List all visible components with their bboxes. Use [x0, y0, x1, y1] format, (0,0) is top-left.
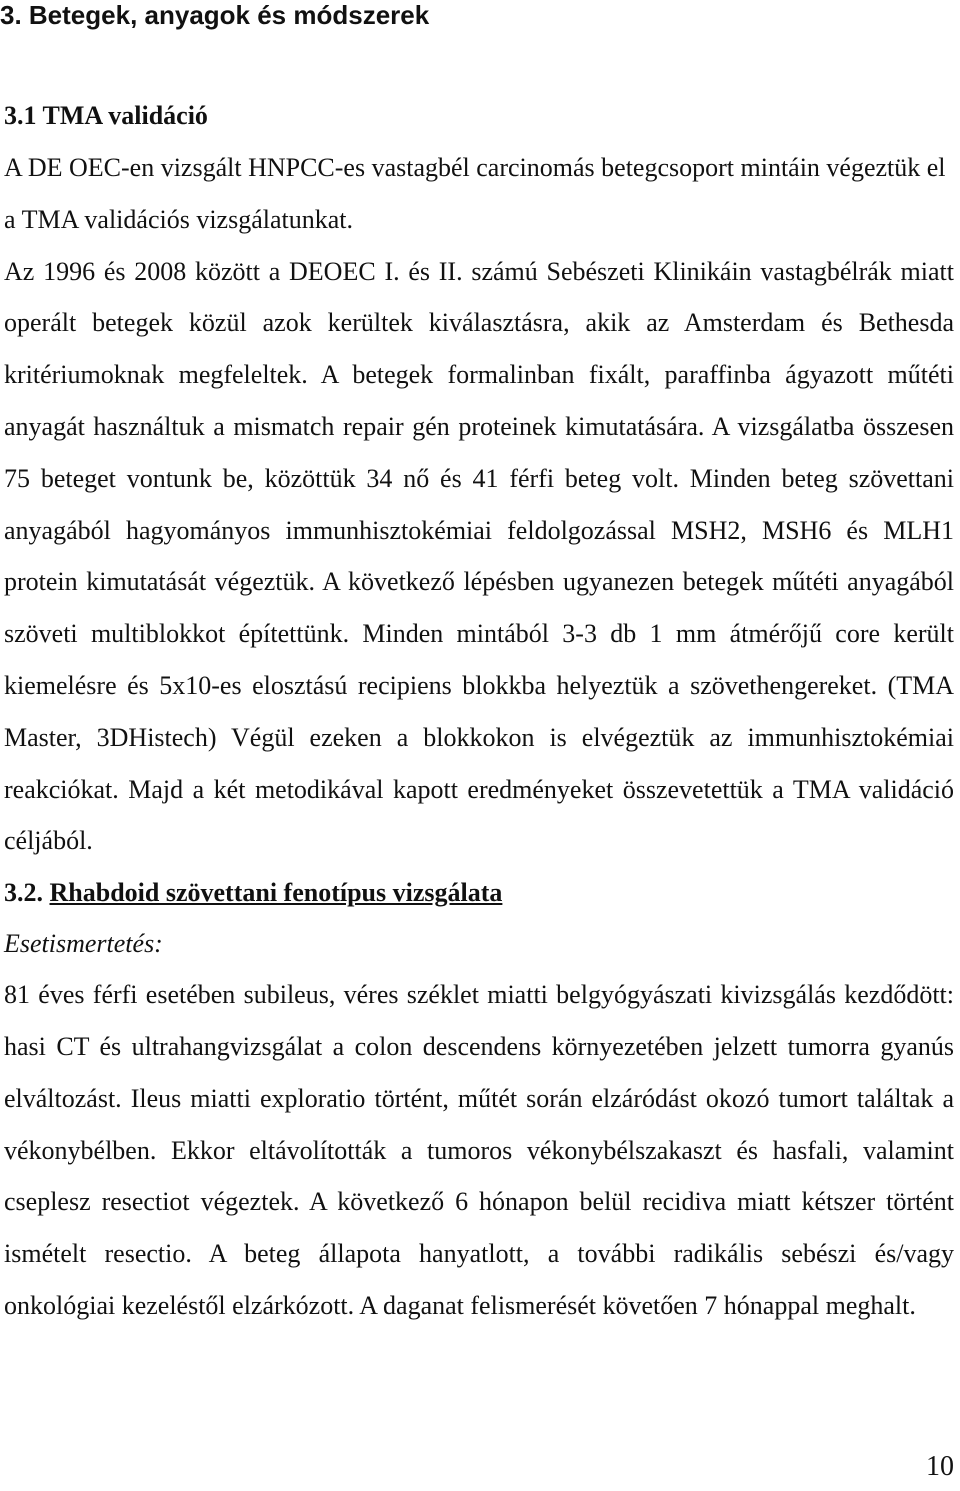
- section-title: Rhabdoid szövettani fenotípus vizsgálata: [49, 878, 503, 908]
- section-number: 3.1: [4, 101, 37, 130]
- page-content: [4, 90, 954, 1332]
- case-report-label: Esetismertetés:: [4, 929, 163, 959]
- section-heading-3-2: [4, 867, 954, 919]
- section-heading-3-1: [4, 90, 954, 142]
- section-title: TMA validáció: [42, 101, 208, 130]
- page-number: 10: [926, 1451, 954, 1482]
- methods-paragraph: Az 1996 és 2008 között a DEOEC I. és II. számú Sebészeti Klinikáin vastagbélrák miatt operált betegek közül azok kerültek kiválasztásra, akik az Amsterdam és Bethesda kritériumoknak megfeleltek. A betegek formalinban fixált, paraffinba ágyazott műtéti anyagát használtuk a mismatch repair gén proteinek kimutatására. A vizsgálatba összesen 75 beteget vontunk be, közöttük 34 nő és 41 férfi beteg volt. Minden beteg szövettani anyagából hagyományos immunhisztokémiai feldolgozással MSH2, MSH6 és MLH1 protein kimutatását végeztük. A következő lépésben ugyanezen betegek műtéti anyagából szöveti multiblokkot építettünk. Minden mintából 3-3 db 1 mm átmérőjű core került kiemelésre és 5x10-es elosztású recipiens blokkba helyeztük a szövethengereket. (TMA Master, 3DHistech) Végül ezeken a blokkokon is elvégeztük az immunhisztokémiai reakciókat. Majd a két metodikával kapott eredményeket összevetettük a TMA validáció céljából.: [4, 256, 954, 856]
- chapter-heading: 3. Betegek, anyagok és módszerek: [0, 0, 430, 30]
- section-number: 3.2.: [4, 878, 43, 908]
- intro-paragraph: A DE OEC-en vizsgált HNPCC-es vastagbél carcinomás betegcsoport mintáin végeztük el a TMA validációs vizsgálatunkat.: [4, 153, 946, 234]
- case-report-paragraph: 81 éves férfi esetében subileus, véres széklet miatti belgyógyászati kivizsgálás kezdődött: hasi CT és ultrahangvizsgálat a colon descendens környezetében jelzett tumorra gyanús elváltozást. Ileus miatti exploratio történt, műtét során elzáródást okozó tumort találtak a vékonybélben. Ekkor eltávolították a tumoros vékonybélszakaszt és hasfali, valamint cseplesz resectiot végeztek. A következő 6 hónapon belül recidiva miatt kétszer történt ismételt resectio. A beteg állapota hanyatlott, a további radikális sebészi és/vagy onkológiai kezeléstől elzárkózott. A daganat felismerését követően 7 hónappal meghalt.: [4, 980, 954, 1320]
